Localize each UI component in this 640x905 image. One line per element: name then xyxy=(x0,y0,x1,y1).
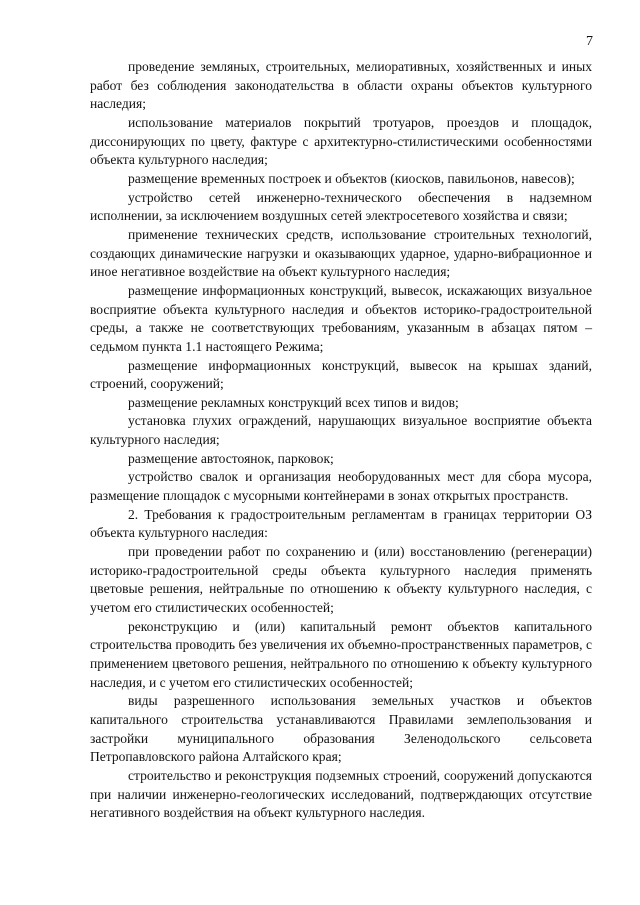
paragraph-information-structures: размещение информационных конструкций, вывесок, искажающих визуальное восприятие объекта культурного наследия и объектов историко-градостроительной среды, а также не соответствующих требованиям, указанным в абзацах пятом – седьмом пункта 1.1 настоящего Режима; xyxy=(90,282,592,354)
paragraph-section-2-heading: 2. Требования к градостроительным регламентам в границах территории ОЗ объекта культурного наследия: xyxy=(90,506,592,541)
paragraph-solid-fences: установка глухих ограждений, нарушающих визуальное восприятие объекта культурного наследия; xyxy=(90,413,592,448)
paragraph-permitted-use: виды разрешенного использования земельных участков и объектов капитального строительства устанавливаются Правилами землепользования и застройки муниципального образования Зеленодольского сельсовета Петропавловского района Алтайского края; xyxy=(90,693,592,765)
paragraph-underground-construction: строительство и реконструкция подземных строений, сооружений допускаются при наличии инженерно-геологических исследований, подтверждающих отсутствие негативного воздействия на объект культурного наследия. xyxy=(90,767,592,821)
paragraph-earthworks: проведение земляных, строительных, мелиоративных, хозяйственных и иных работ без соблюдения законодательства в области охраны объектов культурного наследия; xyxy=(90,59,592,112)
document-body xyxy=(90,58,592,823)
paragraph-reconstruction: реконструкцию и (или) капитальный ремонт объектов капитального строительства проводить без увеличения их объемно-пространственных параметров, с применением цветового решения, нейтрального по отношению к объекту культурного наследия, и с учетом его стилистических особенностей; xyxy=(90,618,592,690)
paragraph-parking: размещение автостоянок, парковок; xyxy=(128,450,334,466)
paragraph-dumps: устройство свалок и организация необорудованных мест для сбора мусора, размещение площадок с мусорными контейнерами в зонах открытых пространств. xyxy=(90,469,592,504)
paragraph-advertising: размещение рекламных конструкций всех типов и видов; xyxy=(128,394,459,410)
paragraph-utility-networks: устройство сетей инженерно-технического обеспечения в надземном исполнении, за исключением воздушных сетей электросетевого хозяйства и связи; xyxy=(90,189,592,224)
paragraph-pavement-materials: использование материалов покрытий тротуаров, проездов и площадок, диссонирующих по цвету, фактуре с архитектурно-стилистическими особенностями объекта культурного наследия; xyxy=(90,114,592,168)
paragraph-color-solutions: при проведении работ по сохранению и (или) восстановлению (регенерации) историко-градостроительной среды объекта культурного наследия применять цветовые решения, нейтральные по отношению к объекту культурного наследия, с учетом его стилистических особенностей; xyxy=(90,544,592,616)
paragraph-temporary-structures: размещение временных построек и объектов (киосков, павильонов, навесов); xyxy=(128,170,575,186)
page-number: 7 xyxy=(586,34,593,49)
paragraph-technical-means: применение технических средств, использование строительных технологий, создающих динамические нагрузки и оказывающих ударное, ударно-вибрационное и иное негативное воздействие на объект культурного наследия; xyxy=(90,226,592,280)
paragraph-roof-signage: размещение информационных конструкций, вывесок на крышах зданий, строений, сооружений; xyxy=(90,357,592,392)
